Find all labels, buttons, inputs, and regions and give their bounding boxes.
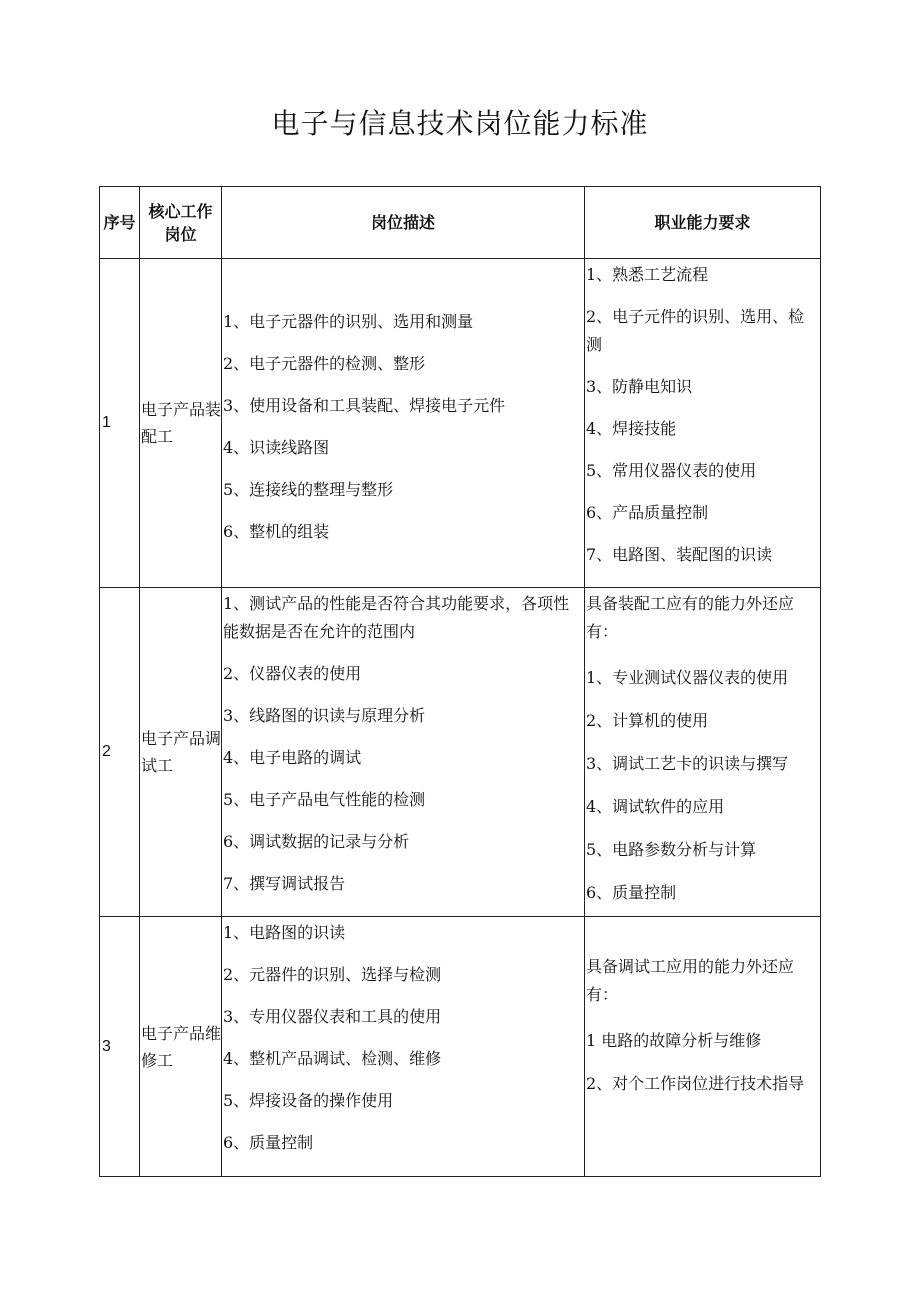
description-item: 3、线路图的识读与原理分析 — [223, 706, 426, 725]
description-item: 3、使用设备和工具装配、焊接电子元件 — [223, 396, 506, 415]
requirement-item: 6、产品质量控制 — [586, 503, 709, 522]
requirement-item: 具备装配工应有的能力外还应有： — [586, 594, 795, 641]
requirement-item: 1、熟悉工艺流程 — [586, 265, 709, 284]
row-requirements — [585, 917, 821, 1177]
description-item: 6、调试数据的记录与分析 — [223, 832, 410, 851]
description-item: 6、质量控制 — [223, 1133, 314, 1152]
description-item: 6、整机的组装 — [223, 522, 330, 541]
ability-standard-table — [99, 186, 821, 1177]
header-index: 序号 — [100, 187, 140, 259]
requirement-item: 3、调试工艺卡的识读与撰写 — [586, 754, 789, 773]
row-description — [222, 259, 585, 588]
description-item: 1、测试产品的性能是否符合其功能要求，各项性能数据是否在允许的范围内 — [223, 594, 570, 641]
description-item: 2、电子元器件的检测、整形 — [223, 354, 426, 373]
requirement-item: 2、电子元件的识别、选用、检测 — [586, 307, 805, 354]
description-item: 2、元器件的识别、选择与检测 — [223, 965, 442, 984]
header-requirements: 职业能力要求 — [585, 187, 821, 259]
row-position: 电子产品调试工 — [140, 588, 222, 917]
document-title: 电子与信息技术岗位能力标准 — [271, 107, 649, 140]
row-requirements — [585, 588, 821, 917]
description-item: 4、识读线路图 — [223, 438, 330, 457]
requirement-item: 1、专业测试仪器仪表的使用 — [586, 668, 789, 687]
description-item: 4、整机产品调试、检测、维修 — [223, 1049, 442, 1068]
requirement-item: 4、调试软件的应用 — [586, 797, 725, 816]
requirement-item: 3、防静电知识 — [586, 377, 693, 396]
requirement-item: 1 电路的故障分析与维修 — [586, 1031, 762, 1050]
requirement-item: 6、质量控制 — [586, 883, 677, 902]
description-item: 1、电路图的识读 — [223, 923, 346, 942]
row-index: 2 — [100, 588, 140, 917]
description-item: 5、电子产品电气性能的检测 — [223, 790, 426, 809]
header-position: 核心工作岗位 — [140, 187, 222, 259]
description-item: 5、焊接设备的操作使用 — [223, 1091, 394, 1110]
row-index: 1 — [100, 259, 140, 588]
description-item: 3、专用仪器仪表和工具的使用 — [223, 1007, 442, 1026]
row-index: 3 — [100, 917, 140, 1177]
table-header-row — [100, 187, 821, 259]
table-row — [100, 917, 821, 1177]
requirement-item: 5、常用仪器仪表的使用 — [586, 461, 757, 480]
description-item: 5、连接线的整理与整形 — [223, 480, 394, 499]
requirement-item: 7、电路图、装配图的识读 — [586, 545, 773, 564]
table-row — [100, 259, 821, 588]
header-description: 岗位描述 — [222, 187, 585, 259]
requirement-item: 具备调试工应用的能力外还应有： — [586, 957, 795, 1004]
table-row — [100, 588, 821, 917]
description-item: 1、电子元器件的识别、选用和测量 — [223, 312, 474, 331]
row-description — [222, 588, 585, 917]
row-position: 电子产品维修工 — [140, 917, 222, 1177]
description-item: 7、撰写调试报告 — [223, 874, 346, 893]
description-item: 2、仪器仪表的使用 — [223, 664, 362, 683]
requirement-item: 2、对个工作岗位进行技术指导 — [586, 1074, 805, 1093]
requirement-item: 4、焊接技能 — [586, 419, 677, 438]
requirement-item: 2、计算机的使用 — [586, 711, 709, 730]
row-description — [222, 917, 585, 1177]
description-item: 4、电子电路的调试 — [223, 748, 362, 767]
row-position: 电子产品装配工 — [140, 259, 222, 588]
row-requirements — [585, 259, 821, 588]
requirement-item: 5、电路参数分析与计算 — [586, 840, 757, 859]
